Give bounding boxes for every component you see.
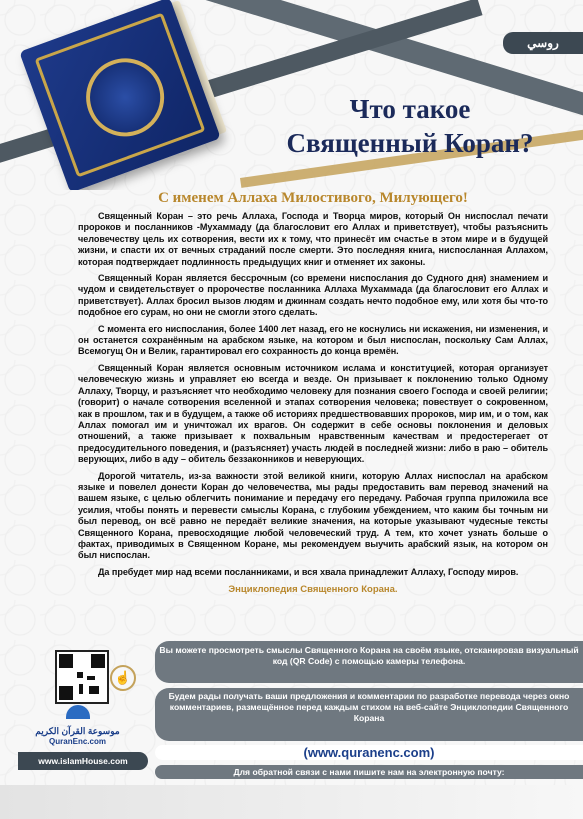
contact-info-box: Для обратной связи с нами пишите нам на электронную почту: — [155, 765, 583, 779]
title-line-1: Что такое — [349, 94, 471, 124]
website-link[interactable]: (www.quranenc.com) — [155, 745, 583, 760]
quranenc-logo — [30, 705, 125, 745]
bismillah-heading: С именем Аллаха Милостивого, Милующего! — [158, 190, 468, 206]
feedback-info-box: Будем рады получать ваши предложения и комментарии по разработке перевода через окно комментариев, размещённое перед каждым стихом на веб-сайте Энциклопедии Священного Корана — [155, 688, 583, 741]
language-tab: روسي — [503, 32, 583, 54]
paragraph: С момента его ниспослания, более 1400 лет назад, его не коснулись ни искажения, ни изменения, и он останется сохранённым на арабском языке, на котором и был ниспослан, поскольку Сам Аллах, Всемогущ Он и Велик, гарантировал его сохранность до конца времён. — [78, 323, 548, 357]
qr-info-box: Вы можете просмотреть смыслы Священного Корана на своём языке, отсканировав визуальный код (QR Code) с помощью камеры телефона. — [155, 641, 583, 683]
title-line-2: Священный Коран? — [286, 128, 534, 158]
logo-english: QuranEnc.com — [49, 737, 106, 746]
paragraph: Дорогой читатель, из-за важности этой великой книги, которую Аллах ниспослал на арабском языке и повелел донести Коран до человечества, мы рады предоставить вам перевод значений на вашем языке, с целью облегчить понимание и передачу его передачу. Рабочая группа приложила все усилия, чтобы понять и перевести смыслы Корана, с глубоким убеждением, что каким бы точным ни был перевод, он всё равно не передаёт великие значения, на которые указывают чудесные тексты Священного Корана, превосходящие любой человеческий труд. А тем, кто хочет узнать больше о фактах, приводимых в Священном Коране, мы рекомендуем выучить арабский язык, на котором он был ниспослан. — [78, 470, 548, 561]
logo-mark-icon — [66, 705, 90, 719]
tap-hand-icon: ☝ — [110, 665, 136, 691]
islamhouse-link[interactable]: www.islamHouse.com — [18, 752, 148, 770]
paragraph: Священный Коран – это речь Аллаха, Господа и Творца миров, который Он ниспослал печати пророков и посланников -Мухаммаду (да благословит его Аллах и приветствует), чтобы разъяснить человечеству цель их сотворения, вести их к тому, что принесёт им счастье в этом мире и в будущей жизни, и спасти их от вечных страданий после смерти. Это последняя книга, ниспосланная Аллахом, которая подтверждает подлинность предыдущих книг и отменяет их законы. — [78, 211, 548, 267]
page-title — [260, 92, 560, 160]
logo-arabic: موسوعة القرآن الكريم — [35, 726, 120, 736]
qr-code-icon[interactable] — [55, 650, 109, 704]
paragraph: Священный Коран является бессрочным (со времени ниспослания до Судного дня) знамением и чудом и свидетельствует о пророчестве посланника Аллаха Мухаммада (да благословит его Аллах и приветствует). Аллах бросил вызов людям и джиннам создать нечто подобное ему, или хотя бы что-то подобное его сурам, но они не смогли этого сделать. — [78, 273, 548, 318]
paragraph: Да пребудет мир над всеми посланниками, и вся хвала принадлежит Аллаху, Господу миров. — [98, 566, 519, 577]
quran-book-image — [19, 0, 221, 190]
footer-band — [0, 785, 583, 819]
paragraph: Священный Коран является основным источником ислама и конституцией, которая организует человеческую жизнь и управляет ею всегда и везде. Он призывает к поклонению только Одному Аллаху, Творцу, и разъясняет что необходимо человеку для познания своего Господа и своей религии; (говорит) о начале сотворения вселенной и этапах сотворения человека; повествует о сокровенном, как в прошлом, так и в будущем, а также об историях предшествовавших пророков, мир им, и о том, как Аллах помогал им и уничтожал их врагов. Он содержит в себе основы поклонения и деловых отношений, а также призывает к похвальным нравственным качествам и предостерегает от предосудительного поведения, и (разъясняет) участь людей в последней жизни: либо в раю – обитель верующих, либо в аду – обитель беззаконников и неверующих. — [78, 362, 548, 465]
article-body — [78, 190, 548, 595]
signature: Энциклопедия Священного Корана. — [228, 584, 398, 596]
